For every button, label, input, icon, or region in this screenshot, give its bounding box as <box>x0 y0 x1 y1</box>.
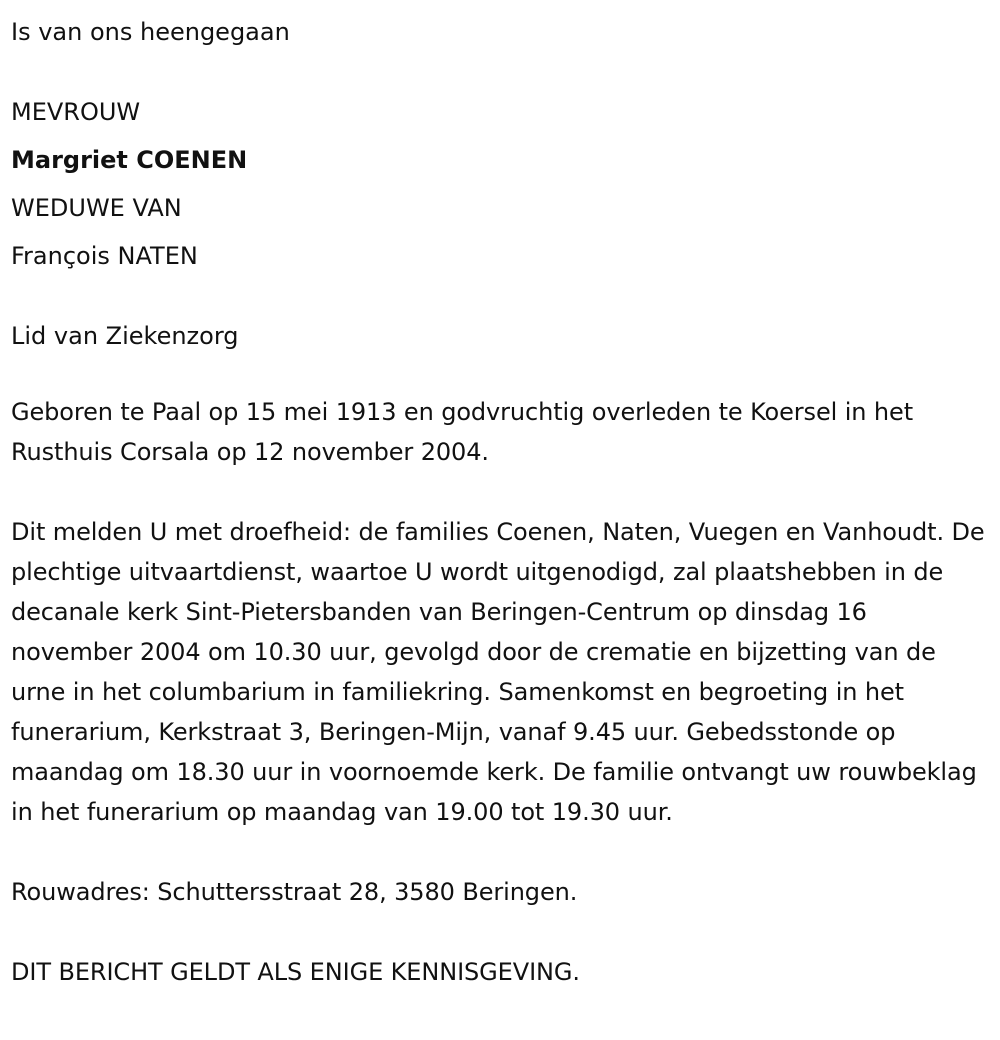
title-text: MEVROUW <box>11 98 141 126</box>
announcement-paragraph: Dit melden U met droefheid: de families Coenen, Naten, Vuegen en Vanhoudt. De plechtige uitvaartdienst, waartoe U wordt uitgenodigd, zal plaatshebben in de decanale kerk Sint-Pietersbanden van Beringen-Centrum op dinsdag 16 november 2004 om 10.30 uur, gevolgd door de crematie en bijzetting van de urne in het columbarium in familiekring. Samenkomst en begroeting in het funerarium, Kerkstraat 3, Beringen-Mijn, vanaf 9.45 uur. Gebedsstonde op maandag om 18.30 uur in voornoemde kerk. De familie ontvangt uw rouwbeklag in het funerarium op maandag van 19.00 tot 19.30 uur. <box>11 518 985 826</box>
relation-text: WEDUWE VAN <box>11 194 182 222</box>
membership-text: Lid van Ziekenzorg <box>11 322 239 350</box>
address-text: Rouwadres: Schuttersstraat 28, 3580 Beringen. <box>11 878 578 906</box>
closing-text: DIT BERICHT GELDT ALS ENIGE KENNISGEVING. <box>11 958 580 986</box>
intro-text: Is van ons heengegaan <box>11 18 290 46</box>
deceased-name: Margriet COENEN <box>11 146 248 174</box>
death-notice <box>11 8 986 992</box>
birth-death-paragraph: Geboren te Paal op 15 mei 1913 en godvruchtig overleden te Koersel in het Rusthuis Corsala op 12 november 2004. <box>11 398 914 466</box>
spouse-name: François NATEN <box>11 242 198 270</box>
